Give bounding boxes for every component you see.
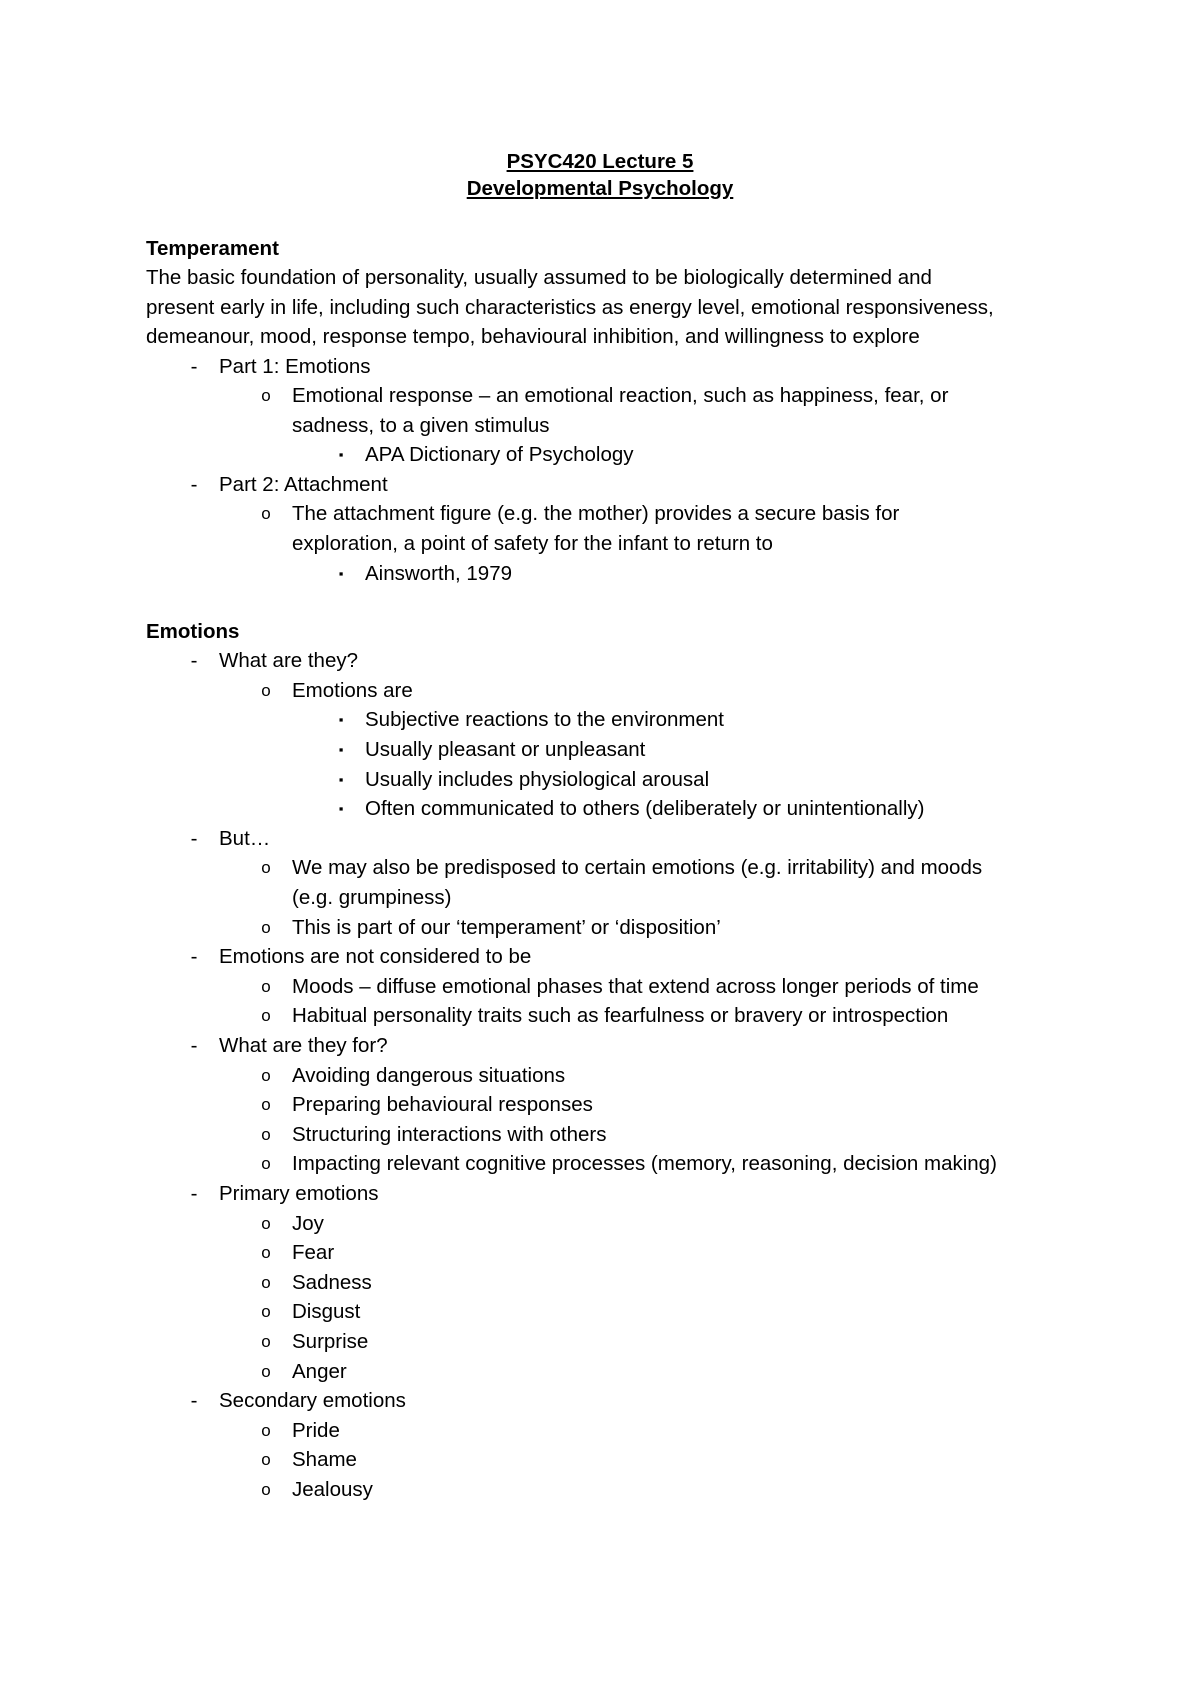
title-course: PSYC420 Lecture 5 bbox=[506, 150, 694, 173]
list-item-text: Emotions are bbox=[292, 678, 413, 702]
list-item bbox=[146, 942, 1086, 972]
circle-bullet-icon: o bbox=[261, 1243, 271, 1263]
document-title bbox=[0, 148, 1200, 202]
section-heading-emotions: Emotions bbox=[146, 620, 240, 644]
square-bullet-icon: ▪ bbox=[338, 742, 344, 758]
list-item bbox=[146, 352, 1086, 382]
circle-bullet-icon: o bbox=[261, 680, 271, 700]
list-item bbox=[146, 381, 1086, 411]
dash-bullet-icon: - bbox=[190, 1181, 198, 1205]
list-item-text: (e.g. grumpiness) bbox=[292, 886, 452, 909]
list-item bbox=[146, 1031, 1086, 1061]
document-body bbox=[146, 234, 1086, 1504]
list-item bbox=[146, 1238, 1086, 1268]
list-item-text: Often communicated to others (deliberately or unintentionally) bbox=[365, 797, 925, 821]
list-item bbox=[146, 765, 1086, 795]
list-item bbox=[146, 853, 1086, 883]
list-item bbox=[146, 1090, 1086, 1120]
section-spacer bbox=[146, 588, 1086, 617]
list-item-text: Emotional response – an emotional reaction, such as happiness, fear, or bbox=[292, 384, 949, 408]
square-bullet-icon: ▪ bbox=[338, 712, 344, 728]
dash-bullet-icon: - bbox=[190, 945, 198, 969]
circle-bullet-icon: o bbox=[261, 1154, 271, 1174]
list-item bbox=[146, 1209, 1086, 1239]
list-item-text: What are they for? bbox=[219, 1033, 388, 1057]
list-item-text: Anger bbox=[292, 1359, 347, 1383]
list-item bbox=[146, 1179, 1086, 1209]
title-topic: Developmental Psychology bbox=[466, 177, 734, 200]
circle-bullet-icon: o bbox=[261, 1272, 271, 1292]
circle-bullet-icon: o bbox=[261, 1450, 271, 1470]
list-item-text: Jealousy bbox=[292, 1477, 373, 1501]
list-item-text: Usually includes physiological arousal bbox=[365, 767, 710, 791]
section-heading-temperament: Temperament bbox=[146, 237, 279, 260]
dash-bullet-icon: - bbox=[190, 649, 198, 673]
list-item bbox=[146, 499, 1086, 529]
square-bullet-icon: ▪ bbox=[338, 771, 344, 787]
list-item bbox=[146, 735, 1086, 765]
list-item-text: The attachment figure (e.g. the mother) provides a secure basis for bbox=[292, 502, 900, 526]
list-item bbox=[146, 1061, 1086, 1091]
list-item-text: Pride bbox=[292, 1418, 340, 1442]
list-item-text: APA Dictionary of Psychology bbox=[365, 443, 634, 467]
list-item-text: Emotions are not considered to be bbox=[219, 945, 532, 969]
list-item bbox=[146, 1327, 1086, 1357]
list-item-text: This is part of our ‘temperament’ or ‘disposition’ bbox=[292, 915, 721, 939]
list-item-text: Usually pleasant or unpleasant bbox=[365, 738, 646, 762]
circle-bullet-icon: o bbox=[261, 504, 271, 524]
list-item-text: Fear bbox=[292, 1241, 335, 1265]
list-item bbox=[146, 705, 1086, 735]
list-item bbox=[146, 1445, 1086, 1475]
list-item-text: exploration, a point of safety for the infant to return to bbox=[292, 532, 773, 556]
list-item bbox=[146, 913, 1086, 943]
circle-bullet-icon: o bbox=[261, 1302, 271, 1322]
list-item bbox=[146, 646, 1086, 676]
square-bullet-icon: ▪ bbox=[338, 801, 344, 817]
list-item-text: Joy bbox=[292, 1211, 324, 1235]
list-item bbox=[146, 676, 1086, 706]
list-item bbox=[146, 559, 1086, 589]
list-item bbox=[146, 972, 1086, 1002]
circle-bullet-icon: o bbox=[261, 1095, 271, 1115]
list-item-continuation bbox=[146, 411, 1086, 441]
list-item-text: What are they? bbox=[219, 649, 359, 673]
list-item-text: Primary emotions bbox=[219, 1181, 379, 1205]
square-bullet-icon: ▪ bbox=[338, 565, 344, 581]
list-item bbox=[146, 1386, 1086, 1416]
circle-bullet-icon: o bbox=[261, 1420, 271, 1440]
dash-bullet-icon: - bbox=[190, 826, 198, 850]
list-item-text: Habitual personality traits such as fearfulness or bravery or introspection bbox=[292, 1004, 949, 1028]
list-item-text: Shame bbox=[292, 1448, 357, 1472]
list-item bbox=[146, 1475, 1086, 1505]
list-item bbox=[146, 1149, 1086, 1179]
list-item-text: Ainsworth, 1979 bbox=[365, 561, 513, 585]
list-item bbox=[146, 1416, 1086, 1446]
circle-bullet-icon: o bbox=[261, 858, 271, 878]
list-item bbox=[146, 470, 1086, 500]
list-item-text: Impacting relevant cognitive processes (memory, reasoning, decision making) bbox=[292, 1152, 997, 1176]
circle-bullet-icon: o bbox=[261, 976, 271, 996]
list-item bbox=[146, 1357, 1086, 1387]
list-item bbox=[146, 1268, 1086, 1298]
list-item-text: Preparing behavioural responses bbox=[292, 1093, 593, 1117]
circle-bullet-icon: o bbox=[261, 1006, 271, 1026]
list-item-text: We may also be predisposed to certain emotions (e.g. irritability) and moods bbox=[292, 856, 983, 880]
list-item-text: sadness, to a given stimulus bbox=[292, 413, 550, 437]
list-item bbox=[146, 440, 1086, 470]
circle-bullet-icon: o bbox=[261, 1213, 271, 1233]
dash-bullet-icon: - bbox=[190, 472, 198, 496]
temperament-definition-line: The basic foundation of personality, usually assumed to be biologically determined and bbox=[146, 266, 932, 289]
circle-bullet-icon: o bbox=[261, 1065, 271, 1085]
dash-bullet-icon: - bbox=[190, 1389, 198, 1413]
temperament-definition-line: demeanour, mood, response tempo, behavioural inhibition, and willingness to explore bbox=[146, 325, 920, 348]
list-item-continuation bbox=[146, 883, 1086, 913]
list-item-text: Structuring interactions with others bbox=[292, 1122, 607, 1146]
circle-bullet-icon: o bbox=[261, 1124, 271, 1144]
list-item-text: Sadness bbox=[292, 1270, 372, 1294]
dash-bullet-icon: - bbox=[190, 354, 198, 378]
list-item bbox=[146, 824, 1086, 854]
list-item bbox=[146, 1120, 1086, 1150]
list-item-text: Surprise bbox=[292, 1329, 369, 1353]
list-item-continuation bbox=[146, 529, 1086, 559]
square-bullet-icon: ▪ bbox=[338, 447, 344, 463]
circle-bullet-icon: o bbox=[261, 1479, 271, 1499]
dash-bullet-icon: - bbox=[190, 1033, 198, 1057]
temperament-definition-line: present early in life, including such characteristics as energy level, emotional responsiveness, bbox=[146, 295, 994, 319]
list-item-text: Secondary emotions bbox=[219, 1389, 406, 1413]
list-item-text: Disgust bbox=[292, 1300, 361, 1324]
list-item-text: Part 1: Emotions bbox=[219, 354, 371, 378]
circle-bullet-icon: o bbox=[261, 1361, 271, 1381]
list-item-text: Subjective reactions to the environment bbox=[365, 708, 724, 732]
circle-bullet-icon: o bbox=[261, 386, 271, 406]
list-item bbox=[146, 794, 1086, 824]
list-item bbox=[146, 1297, 1086, 1327]
list-item-text: But… bbox=[219, 826, 271, 850]
circle-bullet-icon: o bbox=[261, 917, 271, 937]
circle-bullet-icon: o bbox=[261, 1331, 271, 1351]
list-item-text: Moods – diffuse emotional phases that extend across longer periods of time bbox=[292, 974, 979, 998]
list-item-text: Part 2: Attachment bbox=[219, 472, 388, 496]
list-item bbox=[146, 1001, 1086, 1031]
list-item-text: Avoiding dangerous situations bbox=[292, 1063, 566, 1087]
